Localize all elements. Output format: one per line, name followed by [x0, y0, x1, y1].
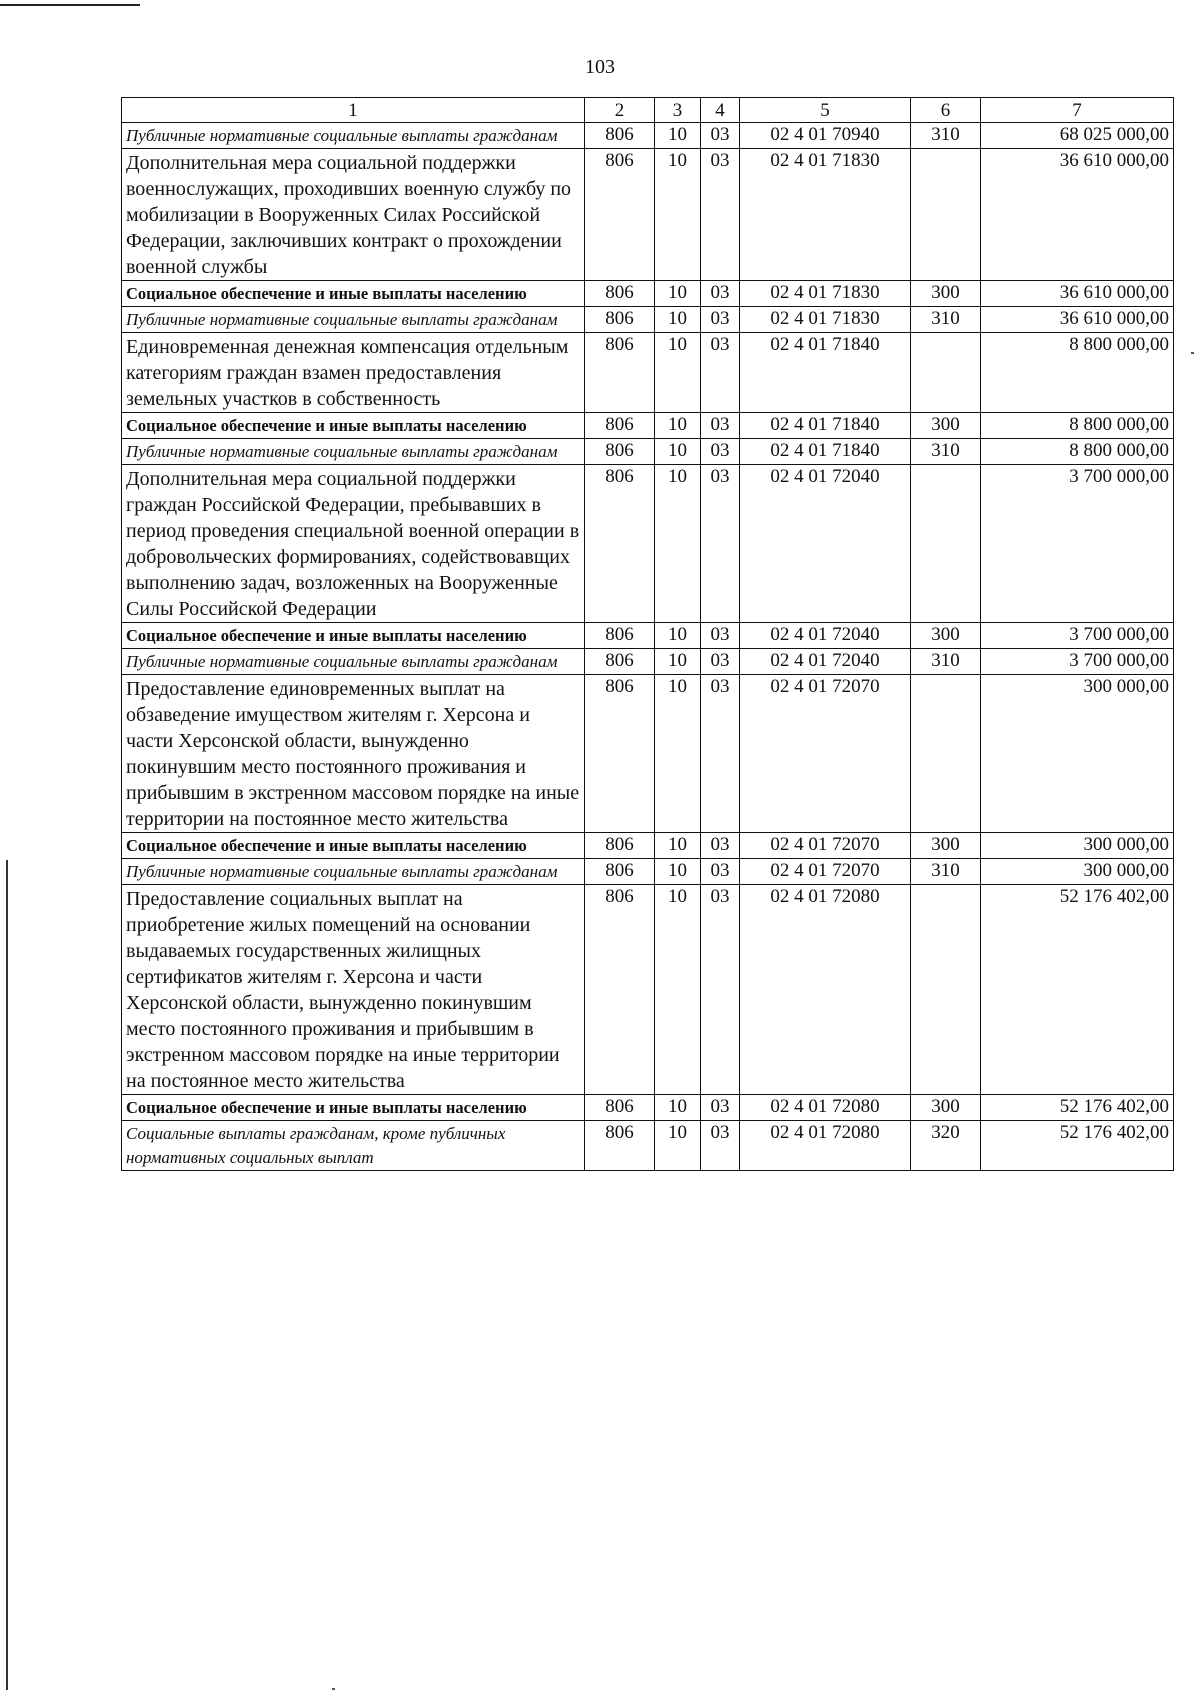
subsection-code-cell: 03	[701, 649, 740, 675]
expense-type-code-cell	[911, 149, 981, 281]
admin-code-cell: 806	[585, 859, 655, 885]
subsection-code-cell: 03	[701, 123, 740, 149]
amount-cell: 3 700 000,00	[981, 649, 1174, 675]
target-item-code-cell: 02 4 01 71840	[740, 439, 911, 465]
section-code-cell: 10	[655, 465, 701, 623]
subsection-code-cell: 03	[701, 149, 740, 281]
table-row	[122, 149, 1174, 281]
section-code-cell: 10	[655, 649, 701, 675]
table-row	[122, 123, 1174, 149]
section-code-cell: 10	[655, 123, 701, 149]
item-name-cell: Публичные нормативные социальные выплаты гражданам	[122, 307, 585, 333]
admin-code-cell: 806	[585, 413, 655, 439]
table-row	[122, 859, 1174, 885]
item-name-cell: Дополнительная мера социальной поддержки военнослужащих, проходивших военную службу по мобилизации в Вооруженных Силах Российской Федерации, заключивших контракт о прохождении военной службы	[122, 149, 585, 281]
expense-type-code-cell	[911, 465, 981, 623]
amount-cell: 36 610 000,00	[981, 307, 1174, 333]
section-code-cell: 10	[655, 333, 701, 413]
admin-code-cell: 806	[585, 333, 655, 413]
table-row	[122, 281, 1174, 307]
budget-table	[121, 97, 1174, 1171]
item-name-cell: Социальное обеспечение и иные выплаты населению	[122, 413, 585, 439]
amount-cell: 3 700 000,00	[981, 623, 1174, 649]
amount-cell: 52 176 402,00	[981, 885, 1174, 1095]
item-name-cell: Публичные нормативные социальные выплаты гражданам	[122, 123, 585, 149]
expense-type-code-cell: 320	[911, 1121, 981, 1171]
section-code-cell: 10	[655, 1095, 701, 1121]
admin-code-cell: 806	[585, 1095, 655, 1121]
item-name-cell: Предоставление социальных выплат на приобретение жилых помещений на основании выдаваемых государственных жилищных сертификатов жителям г. Херсона и части Херсонской области, вынужденно покинувшим место постоянного проживания и прибывшим в экстренном массовом порядке на иные территории на постоянное место жительства	[122, 885, 585, 1095]
section-code-cell: 10	[655, 281, 701, 307]
admin-code-cell: 806	[585, 123, 655, 149]
table-row	[122, 885, 1174, 1095]
target-item-code-cell: 02 4 01 72080	[740, 1095, 911, 1121]
expense-type-code-cell: 300	[911, 281, 981, 307]
table-row	[122, 439, 1174, 465]
expense-type-code-cell: 310	[911, 307, 981, 333]
subsection-code-cell: 03	[701, 333, 740, 413]
target-item-code-cell: 02 4 01 72080	[740, 885, 911, 1095]
section-code-cell: 10	[655, 307, 701, 333]
amount-cell: 52 176 402,00	[981, 1121, 1174, 1171]
column-header: 6	[911, 98, 981, 123]
expense-type-code-cell: 310	[911, 123, 981, 149]
table-row	[122, 413, 1174, 439]
target-item-code-cell: 02 4 01 71830	[740, 281, 911, 307]
section-code-cell: 10	[655, 885, 701, 1095]
expense-type-code-cell: 310	[911, 859, 981, 885]
subsection-code-cell: 03	[701, 833, 740, 859]
table-row	[122, 649, 1174, 675]
expense-type-code-cell: 300	[911, 413, 981, 439]
target-item-code-cell: 02 4 01 72040	[740, 465, 911, 623]
amount-cell: 300 000,00	[981, 833, 1174, 859]
expense-type-code-cell: 310	[911, 439, 981, 465]
section-code-cell: 10	[655, 675, 701, 833]
amount-cell: 68 025 000,00	[981, 123, 1174, 149]
table-row	[122, 833, 1174, 859]
amount-cell: 8 800 000,00	[981, 413, 1174, 439]
admin-code-cell: 806	[585, 833, 655, 859]
subsection-code-cell: 03	[701, 465, 740, 623]
table-row	[122, 675, 1174, 833]
subsection-code-cell: 03	[701, 307, 740, 333]
amount-cell: 300 000,00	[981, 859, 1174, 885]
admin-code-cell: 806	[585, 885, 655, 1095]
table-row	[122, 623, 1174, 649]
admin-code-cell: 806	[585, 281, 655, 307]
item-name-cell: Предоставление единовременных выплат на обзаведение имуществом жителям г. Херсона и части Херсонской области, вынужденно покинувшим место постоянного проживания и прибывшим в экстренном массовом порядке на иные территории на постоянное место жительства	[122, 675, 585, 833]
amount-cell: 36 610 000,00	[981, 281, 1174, 307]
target-item-code-cell: 02 4 01 71840	[740, 413, 911, 439]
section-code-cell: 10	[655, 859, 701, 885]
column-header: 4	[701, 98, 740, 123]
subsection-code-cell: 03	[701, 413, 740, 439]
target-item-code-cell: 02 4 01 72070	[740, 859, 911, 885]
subsection-code-cell: 03	[701, 885, 740, 1095]
expense-type-code-cell: 300	[911, 1095, 981, 1121]
admin-code-cell: 806	[585, 465, 655, 623]
section-code-cell: 10	[655, 1121, 701, 1171]
subsection-code-cell: 03	[701, 675, 740, 833]
item-name-cell: Публичные нормативные социальные выплаты гражданам	[122, 439, 585, 465]
item-name-cell: Социальное обеспечение и иные выплаты населению	[122, 623, 585, 649]
target-item-code-cell: 02 4 01 71840	[740, 333, 911, 413]
column-header: 7	[981, 98, 1174, 123]
table-row	[122, 1121, 1174, 1171]
item-name-cell: Социальное обеспечение и иные выплаты населению	[122, 833, 585, 859]
admin-code-cell: 806	[585, 1121, 655, 1171]
item-name-cell: Социальные выплаты гражданам, кроме публичных нормативных социальных выплат	[122, 1121, 585, 1171]
admin-code-cell: 806	[585, 439, 655, 465]
section-code-cell: 10	[655, 413, 701, 439]
item-name-cell: Социальное обеспечение и иные выплаты населению	[122, 281, 585, 307]
column-header: 3	[655, 98, 701, 123]
item-name-cell: Публичные нормативные социальные выплаты гражданам	[122, 649, 585, 675]
scan-edge-line	[6, 860, 8, 1690]
target-item-code-cell: 02 4 01 72040	[740, 623, 911, 649]
section-code-cell: 10	[655, 149, 701, 281]
amount-cell: 8 800 000,00	[981, 333, 1174, 413]
column-header: 2	[585, 98, 655, 123]
admin-code-cell: 806	[585, 675, 655, 833]
subsection-code-cell: 03	[701, 1121, 740, 1171]
admin-code-cell: 806	[585, 649, 655, 675]
subsection-code-cell: 03	[701, 623, 740, 649]
table-row	[122, 1095, 1174, 1121]
amount-cell: 300 000,00	[981, 675, 1174, 833]
target-item-code-cell: 02 4 01 71830	[740, 149, 911, 281]
table-row	[122, 465, 1174, 623]
table-row	[122, 333, 1174, 413]
admin-code-cell: 806	[585, 149, 655, 281]
admin-code-cell: 806	[585, 623, 655, 649]
amount-cell: 36 610 000,00	[981, 149, 1174, 281]
section-code-cell: 10	[655, 833, 701, 859]
scan-speck	[332, 1688, 335, 1690]
subsection-code-cell: 03	[701, 859, 740, 885]
scan-edge-mark	[0, 4, 140, 6]
scan-speck	[1191, 352, 1194, 354]
section-code-cell: 10	[655, 439, 701, 465]
expense-type-code-cell: 300	[911, 833, 981, 859]
expense-type-code-cell	[911, 885, 981, 1095]
subsection-code-cell: 03	[701, 439, 740, 465]
page-number: 103	[585, 56, 615, 78]
target-item-code-cell: 02 4 01 70940	[740, 123, 911, 149]
item-name-cell: Публичные нормативные социальные выплаты гражданам	[122, 859, 585, 885]
section-code-cell: 10	[655, 623, 701, 649]
column-header: 1	[122, 98, 585, 123]
subsection-code-cell: 03	[701, 281, 740, 307]
item-name-cell: Единовременная денежная компенсация отдельным категориям граждан взамен предоставления земельных участков в собственность	[122, 333, 585, 413]
subsection-code-cell: 03	[701, 1095, 740, 1121]
admin-code-cell: 806	[585, 307, 655, 333]
expense-type-code-cell	[911, 675, 981, 833]
table-body	[122, 98, 1174, 1171]
target-item-code-cell: 02 4 01 71830	[740, 307, 911, 333]
target-item-code-cell: 02 4 01 72070	[740, 833, 911, 859]
item-name-cell: Социальное обеспечение и иные выплаты населению	[122, 1095, 585, 1121]
amount-cell: 52 176 402,00	[981, 1095, 1174, 1121]
target-item-code-cell: 02 4 01 72040	[740, 649, 911, 675]
table-row	[122, 307, 1174, 333]
amount-cell: 8 800 000,00	[981, 439, 1174, 465]
expense-type-code-cell	[911, 333, 981, 413]
column-header: 5	[740, 98, 911, 123]
target-item-code-cell: 02 4 01 72070	[740, 675, 911, 833]
amount-cell: 3 700 000,00	[981, 465, 1174, 623]
target-item-code-cell: 02 4 01 72080	[740, 1121, 911, 1171]
column-number-row	[122, 98, 1174, 123]
expense-type-code-cell: 300	[911, 623, 981, 649]
expense-type-code-cell: 310	[911, 649, 981, 675]
item-name-cell: Дополнительная мера социальной поддержки граждан Российской Федерации, пребывавших в период проведения специальной военной операции в добровольческих формированиях, содействовавщих выполнению задач, возложенных на Вооруженные Силы Российской Федерации	[122, 465, 585, 623]
